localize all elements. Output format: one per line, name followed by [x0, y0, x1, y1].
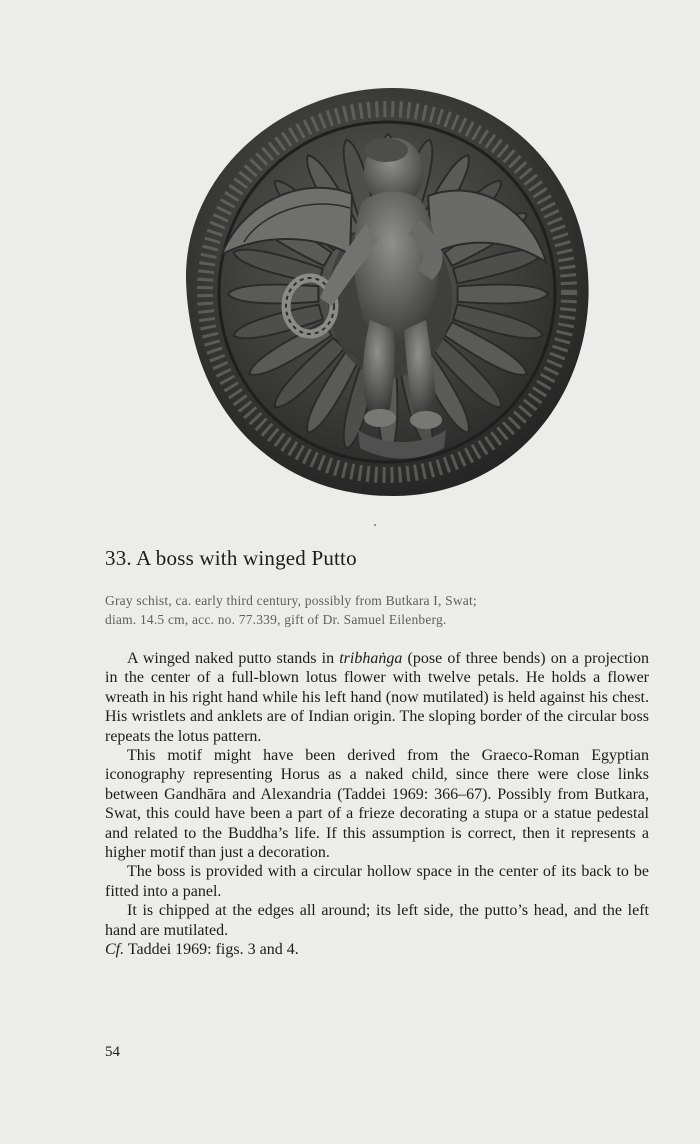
description-paragraph	[105, 649, 649, 746]
print-speck	[374, 524, 376, 526]
boss-photograph	[182, 84, 596, 500]
entry-caption	[105, 591, 645, 629]
reference-text: Taddei 1969: figs. 3 and 4.	[124, 941, 299, 959]
lotus-petal	[228, 285, 318, 304]
origin-paragraph: This motif might have been derived from the Graeco-Roman Egyptian iconography representing Horus as a naked child, since there were close links between Gandhāra and Alexandria (Taddei 1969: 366–67). Possibly from Butkara, Swat, this could have been a part of a frieze decorating a stupa or a statue pedestal and related to the Buddha’s life. If this assumption is correct, then it represents a higher motif than just a decoration.	[105, 747, 649, 862]
mounting-paragraph: The boss is provided with a circular hollow space in the center of its back to be fitted into a panel.	[105, 863, 649, 900]
paragraph-text: A winged naked putto stands in	[127, 650, 340, 667]
caption-line: diam. 14.5 cm, acc. no. 77.339, gift of Dr. Samuel Eilenberg.	[105, 612, 447, 627]
entry-title: 33. A boss with winged Putto	[105, 546, 357, 570]
lotus-petal	[458, 285, 548, 304]
paragraph-text: (pose of three bends) on a projection in the center of a full-blown lotus flower with twelve petals. He holds a flower wreath in his right hand while his left hand (now mutilated) is held against his chest. His wristlets and anklets are of Indian origin. The sloping border of the circular boss repeats the lotus pattern.	[105, 650, 650, 745]
page-number: 54	[105, 1044, 120, 1060]
entry-body	[105, 649, 649, 960]
caption-line: Gray schist, ca. early third century, possibly from Butkara I, Swat;	[105, 593, 477, 608]
reference-line	[105, 940, 649, 959]
condition-paragraph: It is chipped at the edges all around; its left side, the putto’s head, and the left hand are mutilated.	[105, 902, 649, 939]
pose-term: tribhaṅga	[339, 650, 403, 667]
cf-abbreviation: Cf.	[105, 941, 125, 959]
